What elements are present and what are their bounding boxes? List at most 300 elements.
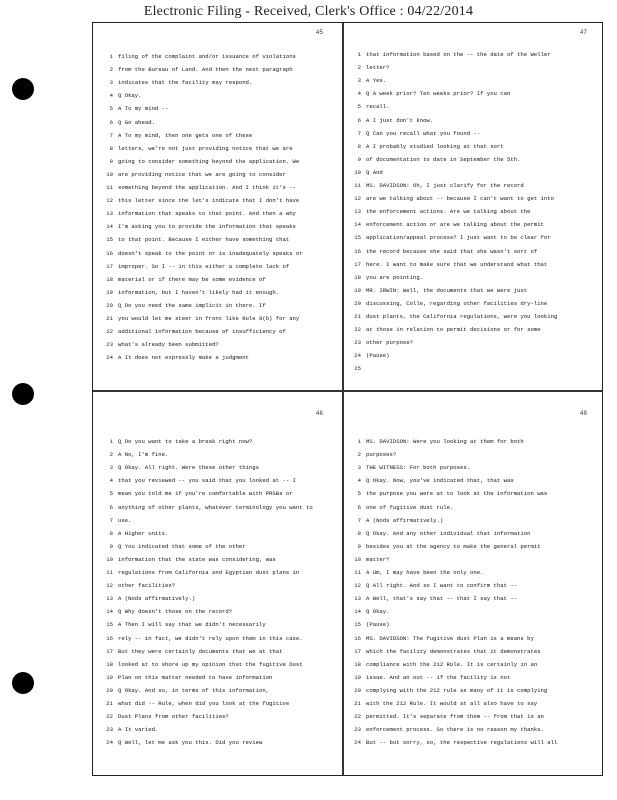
transcript-line xyxy=(351,698,597,709)
page-lines xyxy=(351,49,597,389)
line-number: 13 xyxy=(106,210,113,218)
line-number: 12 xyxy=(106,197,113,205)
line-number: 10 xyxy=(106,170,113,178)
line-text: complying with the 212 rule as many of it is complying xyxy=(366,686,548,694)
line-text: Q Okay. All right. Were these other things xyxy=(118,464,259,472)
transcript-line xyxy=(351,206,597,217)
transcript-line xyxy=(103,182,337,193)
line-number: 12 xyxy=(354,195,361,203)
line-text: one of fugitive dust rule. xyxy=(366,503,454,511)
line-text: you would let me steer in front like Rule 8(b) for any xyxy=(118,315,300,322)
line-number: 4 xyxy=(109,92,113,100)
line-number: 25 xyxy=(354,365,361,373)
transcript-line xyxy=(351,88,597,99)
transcript-line xyxy=(103,287,337,298)
line-number: 7 xyxy=(357,516,361,524)
line-number: 2 xyxy=(109,66,113,74)
line-number: 22 xyxy=(354,326,361,334)
line-text: material or if there may be some evidence of xyxy=(118,275,266,283)
line-number: 6 xyxy=(357,503,361,511)
transcript-line xyxy=(103,352,337,363)
line-number: 14 xyxy=(354,608,361,616)
line-number: 4 xyxy=(357,477,361,485)
line-text: information that the state was considering, was xyxy=(118,555,276,563)
line-text: something beyond the application. And I think it's -- xyxy=(118,184,296,191)
line-text: letters, we're not just providing notice that we are xyxy=(118,144,293,152)
line-number: 1 xyxy=(357,438,361,445)
line-number: 16 xyxy=(106,249,113,257)
transcript-line xyxy=(103,711,337,722)
filing-stamp: Electronic Filing - Received, Clerk's Office : 04/22/2014 xyxy=(143,4,474,19)
line-text: MS. DAVIDSON: The fugitive dust Plan is a means by xyxy=(366,634,534,642)
transcript-line xyxy=(351,298,597,309)
line-number: 19 xyxy=(354,673,361,681)
transcript-line xyxy=(351,567,597,578)
transcript-line xyxy=(351,711,597,722)
line-text: regulations from California and Egyptian dust plans in xyxy=(118,569,300,576)
transcript-line xyxy=(351,502,597,513)
line-text: the enforcement actions. Are we talking about the xyxy=(366,208,531,216)
line-text: But they were certainly documents that we at that xyxy=(118,647,283,655)
line-number: 8 xyxy=(109,144,113,152)
transcript-line xyxy=(103,698,337,709)
line-number: 9 xyxy=(357,155,361,163)
line-number: 16 xyxy=(354,247,361,255)
line-number: 23 xyxy=(354,339,361,347)
line-number: 12 xyxy=(106,582,113,590)
transcript-line xyxy=(351,593,597,604)
line-text: A (Nods affirmatively.) xyxy=(366,516,444,524)
transcript-line xyxy=(351,737,597,748)
line-text: which the facility demonstrates that it demonstrates xyxy=(366,647,541,655)
transcript-line xyxy=(103,528,337,539)
transcript-line xyxy=(351,554,597,565)
transcript-line xyxy=(351,541,597,552)
line-text: permitted. It's separate from them -- from that is an xyxy=(366,713,544,721)
line-text: Q Okay. And any other individual that information xyxy=(366,529,531,537)
line-text: Q A week prior? Ten weeks prior? If you can xyxy=(366,90,511,98)
line-number: 17 xyxy=(106,262,113,270)
line-text: at those in relation to permit decisions or for some xyxy=(366,326,541,334)
line-text: letter? xyxy=(366,64,390,72)
transcript-line xyxy=(351,515,597,526)
line-text: THE WITNESS: For both purposes. xyxy=(366,464,471,472)
line-text: indicates that the facility may respond. xyxy=(118,79,253,87)
transcript-line xyxy=(351,724,597,735)
line-text: matter? xyxy=(366,555,390,563)
line-text: Q Can you recall what you found -- xyxy=(366,129,481,137)
line-text: that you reviewed -- you said that you looked at -- I xyxy=(118,477,296,485)
transcript-line xyxy=(351,436,597,447)
line-text: Q Do you want to take a break right now? xyxy=(118,438,253,445)
line-number: 14 xyxy=(106,608,113,616)
line-text: Q Go ahead. xyxy=(118,118,155,126)
line-number: 5 xyxy=(357,103,361,111)
line-number: 17 xyxy=(106,647,113,655)
page-lines xyxy=(103,436,337,774)
line-number: 5 xyxy=(109,490,113,498)
transcript-line xyxy=(103,619,337,630)
line-number: 19 xyxy=(106,673,113,681)
transcript-line xyxy=(103,449,337,460)
line-text: anything of other plants, whatever terminology you want to xyxy=(118,503,313,511)
line-text: application/appeal process? I just want to be clear for xyxy=(366,234,551,242)
line-text: recall. xyxy=(366,103,390,111)
line-number: 16 xyxy=(106,634,113,642)
line-number: 18 xyxy=(106,660,113,668)
transcript-page-48 xyxy=(351,392,597,774)
transcript-page-45 xyxy=(103,23,337,389)
line-text: here. I want to make sure that we understand what that xyxy=(366,260,548,268)
line-text: A Um, I may have been the only one. xyxy=(366,569,484,576)
transcript-line xyxy=(103,169,337,180)
line-number: 23 xyxy=(106,341,113,349)
transcript-line xyxy=(103,633,337,644)
transcript-line xyxy=(103,248,337,259)
line-text: use. xyxy=(118,516,132,524)
line-number: 17 xyxy=(354,647,361,655)
line-number: 18 xyxy=(354,273,361,281)
line-text: A It varied. xyxy=(118,726,159,734)
line-text: Q Why doesn't those on the record? xyxy=(118,608,233,616)
transcript-line xyxy=(103,606,337,617)
transcript-line xyxy=(103,234,337,245)
line-text: A It does not expressly make a judgment xyxy=(118,354,249,362)
transcript-line xyxy=(351,619,597,630)
line-number: 24 xyxy=(354,739,361,747)
transcript-line xyxy=(351,633,597,644)
line-number: 9 xyxy=(109,157,113,165)
line-text: (Pause) xyxy=(366,621,390,629)
page-lines xyxy=(351,436,597,774)
transcript-page-46 xyxy=(103,392,337,774)
transcript-line xyxy=(103,300,337,311)
line-text: A (Nods affirmatively.) xyxy=(118,595,196,603)
line-number: 1 xyxy=(109,53,113,60)
transcript-line xyxy=(351,449,597,460)
line-number: 5 xyxy=(357,490,361,498)
transcript-line xyxy=(351,606,597,617)
line-text: are we talking about -- because I can't want to get into xyxy=(366,195,554,203)
transcript-line xyxy=(351,141,597,152)
transcript-line xyxy=(351,580,597,591)
binder-hole-middle xyxy=(12,383,34,405)
line-number: 5 xyxy=(109,105,113,113)
transcript-line xyxy=(103,737,337,748)
line-number: 1 xyxy=(357,51,361,58)
line-text: besides you at the agency to make the general permit xyxy=(366,542,541,550)
transcript-line xyxy=(351,475,597,486)
line-text: A Yes. xyxy=(366,77,387,85)
transcript-line xyxy=(103,90,337,101)
transcript-line xyxy=(103,724,337,735)
line-text: going to consider something beyond the application. We xyxy=(118,157,300,165)
line-number: 22 xyxy=(106,713,113,721)
line-text: (Pause) xyxy=(366,352,390,360)
line-number: 6 xyxy=(109,503,113,511)
line-number: 15 xyxy=(354,621,361,629)
transcript-line xyxy=(103,103,337,114)
line-number: 16 xyxy=(354,634,361,642)
transcript-line xyxy=(103,130,337,141)
line-text: I'm asking you to provide the information that speaks xyxy=(118,223,296,231)
line-number: 15 xyxy=(106,621,113,629)
transcript-line xyxy=(351,180,597,191)
line-number: 4 xyxy=(357,90,361,98)
line-text: MR. IRWIN: Well, the documents that we were just xyxy=(366,286,528,294)
transcript-line xyxy=(103,659,337,670)
line-number: 13 xyxy=(354,595,361,603)
transcript-line xyxy=(351,49,597,60)
line-number: 18 xyxy=(106,275,113,283)
line-number: 21 xyxy=(106,700,113,707)
line-number: 23 xyxy=(354,726,361,734)
transcript-line xyxy=(351,246,597,257)
transcript-line xyxy=(103,156,337,167)
line-number: 12 xyxy=(354,582,361,590)
transcript-line xyxy=(351,167,597,178)
line-number: 20 xyxy=(354,686,361,694)
transcript-line xyxy=(103,593,337,604)
line-text: of documentation to date in September the 5th. xyxy=(366,155,521,163)
vertical-divider xyxy=(342,23,344,775)
line-number: 14 xyxy=(106,223,113,231)
line-number: 17 xyxy=(354,260,361,268)
transcript-sheet xyxy=(92,22,603,776)
transcript-line xyxy=(103,646,337,657)
line-number: 10 xyxy=(354,168,361,176)
line-text: the record because she said that she wasn't sort of xyxy=(366,247,538,255)
line-text: doesn't speak to the point or is inadequately speaks or xyxy=(118,249,303,257)
transcript-line xyxy=(351,311,597,322)
line-number: 13 xyxy=(106,595,113,603)
line-text: information, but I haven't likely had it enough. xyxy=(118,288,280,296)
line-text: Plan on this matter needed to have information xyxy=(118,673,273,681)
line-text: enforcement process. So there is no reason my thanks. xyxy=(366,726,544,734)
line-text: the purpose you were at to look at the information was xyxy=(366,490,548,498)
transcript-line xyxy=(103,462,337,473)
transcript-line xyxy=(351,101,597,112)
transcript-line xyxy=(103,515,337,526)
line-number: 4 xyxy=(109,477,113,485)
line-text: Q And xyxy=(366,168,383,176)
line-number: 6 xyxy=(109,118,113,126)
line-number: 3 xyxy=(109,79,113,87)
line-number: 8 xyxy=(109,529,113,537)
line-text: A Well, that's say that -- that I say that -- xyxy=(366,595,518,603)
line-number: 23 xyxy=(106,726,113,734)
transcript-line xyxy=(103,567,337,578)
transcript-line xyxy=(103,64,337,75)
page-number: 45 xyxy=(315,29,323,36)
line-number: 15 xyxy=(354,234,361,242)
line-number: 2 xyxy=(357,451,361,459)
transcript-line xyxy=(351,528,597,539)
line-number: 11 xyxy=(106,184,113,191)
line-text: A Then I will say that we didn't necessarily xyxy=(118,621,266,629)
line-text: Dust Plans from other facilities? xyxy=(118,713,229,721)
line-text: A To my mind, then one gets one of these xyxy=(118,131,253,139)
transcript-line xyxy=(351,75,597,86)
transcript-line xyxy=(103,51,337,62)
line-number: 3 xyxy=(357,77,361,85)
line-number: 14 xyxy=(354,221,361,229)
transcript-line xyxy=(103,313,337,324)
line-number: 7 xyxy=(109,131,113,139)
transcript-line xyxy=(351,193,597,204)
line-text: mean you told me if you're comfortable with PRSBs or xyxy=(118,490,293,498)
line-number: 13 xyxy=(354,208,361,216)
transcript-line xyxy=(351,363,597,374)
line-text: A No, I'm fine. xyxy=(118,451,169,459)
line-number: 11 xyxy=(354,569,361,576)
line-number: 3 xyxy=(357,464,361,472)
line-text: purposes? xyxy=(366,451,397,459)
line-number: 8 xyxy=(357,529,361,537)
transcript-line xyxy=(351,232,597,243)
line-text: Q You indicated that some of the other xyxy=(118,542,246,550)
line-text: discussing, Colle, regarding other facilities dry-line xyxy=(366,299,548,307)
transcript-line xyxy=(103,502,337,513)
line-text: rely -- in fact, we didn't rely upon them in this case. xyxy=(118,634,303,642)
line-number: 20 xyxy=(106,686,113,694)
transcript-line xyxy=(103,488,337,499)
line-text: other purpose? xyxy=(366,339,413,347)
line-text: filing of the complaint and/or issuance of violations xyxy=(118,53,296,60)
line-number: 21 xyxy=(354,313,361,320)
page-number: 48 xyxy=(579,410,587,417)
line-number: 11 xyxy=(106,569,113,576)
line-number: 2 xyxy=(357,64,361,72)
line-number: 7 xyxy=(357,129,361,137)
line-text: A Higher units. xyxy=(118,529,169,537)
line-text: you are pointing. xyxy=(366,273,424,281)
line-text: Q Okay. And so, in terms of this information, xyxy=(118,686,270,694)
line-text: Q Okay. Now, you've indicated that, that was xyxy=(366,477,514,485)
transcript-line xyxy=(103,541,337,552)
line-number: 21 xyxy=(354,700,361,707)
transcript-line xyxy=(103,261,337,272)
transcript-line xyxy=(103,195,337,206)
transcript-line xyxy=(351,272,597,283)
line-number: 2 xyxy=(109,451,113,459)
line-text: issue. And an out -- if the facility is not xyxy=(366,673,511,681)
line-number: 21 xyxy=(106,315,113,322)
transcript-line xyxy=(103,554,337,565)
line-number: 1 xyxy=(109,438,113,445)
line-text: compliance with the 212 Rule. It is certainly in an xyxy=(366,660,538,668)
transcript-line xyxy=(103,208,337,219)
line-text: to that point. Because I either have something that xyxy=(118,236,290,244)
line-text: Q Okay. xyxy=(118,92,142,100)
transcript-line xyxy=(351,219,597,230)
line-text: But -- but sorry, so, the respective regulations will all xyxy=(366,739,558,747)
line-number: 20 xyxy=(354,299,361,307)
line-text: Q Do you need the same implicit in there. If xyxy=(118,301,266,309)
line-text: Q Well, let me ask you this. Did you review xyxy=(118,739,263,747)
line-number: 18 xyxy=(354,660,361,668)
line-text: from the Bureau of Land. And then the next paragraph xyxy=(118,66,293,74)
transcript-line xyxy=(103,77,337,88)
line-text: information that speaks to that point. And then a why xyxy=(118,210,296,218)
transcript-line xyxy=(351,350,597,361)
line-number: 22 xyxy=(354,713,361,721)
line-text: additional information because of insufficiency of xyxy=(118,328,286,336)
line-number: 6 xyxy=(357,116,361,124)
line-text: are providing notice that we are going to consider xyxy=(118,170,286,178)
line-number: 15 xyxy=(106,236,113,244)
line-text: A To my mind -- xyxy=(118,105,169,113)
line-number: 24 xyxy=(106,354,113,362)
transcript-line xyxy=(351,154,597,165)
transcript-line xyxy=(351,324,597,335)
line-text: dust plants, the California regulations, were you looking xyxy=(366,313,558,320)
page-number: 47 xyxy=(579,29,587,36)
line-number: 9 xyxy=(357,542,361,550)
line-number: 7 xyxy=(109,516,113,524)
line-number: 3 xyxy=(109,464,113,472)
binder-hole-bottom xyxy=(12,672,34,694)
line-text: that information based on the -- the date of the Weller xyxy=(366,51,551,58)
transcript-line xyxy=(351,337,597,348)
line-number: 9 xyxy=(109,542,113,550)
line-number: 24 xyxy=(106,739,113,747)
transcript-line xyxy=(103,274,337,285)
transcript-line xyxy=(351,115,597,126)
transcript-line xyxy=(351,62,597,73)
line-number: 8 xyxy=(357,142,361,150)
line-number: 24 xyxy=(354,352,361,360)
line-text: Q Okay. xyxy=(366,608,390,616)
line-number: 20 xyxy=(106,301,113,309)
line-number: 19 xyxy=(106,288,113,296)
line-text: Q All right. And so I want to confirm that -- xyxy=(366,582,518,590)
transcript-line xyxy=(103,326,337,337)
transcript-line xyxy=(351,128,597,139)
line-text: looked at to shore up my opinion that the fugitive Dust xyxy=(118,660,303,668)
transcript-line xyxy=(103,436,337,447)
line-text: enforcement action or are we talking about the permit xyxy=(366,221,544,229)
line-text: this letter since the let's indicate that I don't have xyxy=(118,197,300,205)
line-text: A I just don't know. xyxy=(366,116,434,124)
line-text: A I probably studied looking at that sort xyxy=(366,142,504,150)
transcript-line xyxy=(103,143,337,154)
binder-hole-top xyxy=(12,78,34,100)
transcript-line xyxy=(351,685,597,696)
line-text: MS. DAVIDSON: Oh, I just clarify for the record xyxy=(366,182,524,189)
line-number: 10 xyxy=(354,555,361,563)
line-text: what's already been submitted? xyxy=(118,341,219,349)
transcript-line xyxy=(351,672,597,683)
line-number: 11 xyxy=(354,182,361,189)
line-text: other facilities? xyxy=(118,582,176,590)
transcript-line xyxy=(103,221,337,232)
line-text: MS. DAVIDSON: Were you looking at them for both xyxy=(366,438,524,445)
transcript-page-47 xyxy=(351,23,597,389)
transcript-line xyxy=(103,475,337,486)
transcript-line xyxy=(103,672,337,683)
page-lines xyxy=(103,51,337,389)
line-text: improper. So I -- in this either a complete lack of xyxy=(118,262,290,270)
transcript-line xyxy=(103,580,337,591)
line-text: with the 212 Rule. It would at all also have to say xyxy=(366,700,538,707)
transcript-line xyxy=(351,659,597,670)
transcript-line xyxy=(351,285,597,296)
transcript-line xyxy=(103,117,337,128)
line-number: 10 xyxy=(106,555,113,563)
transcript-line xyxy=(103,685,337,696)
transcript-line xyxy=(103,339,337,350)
